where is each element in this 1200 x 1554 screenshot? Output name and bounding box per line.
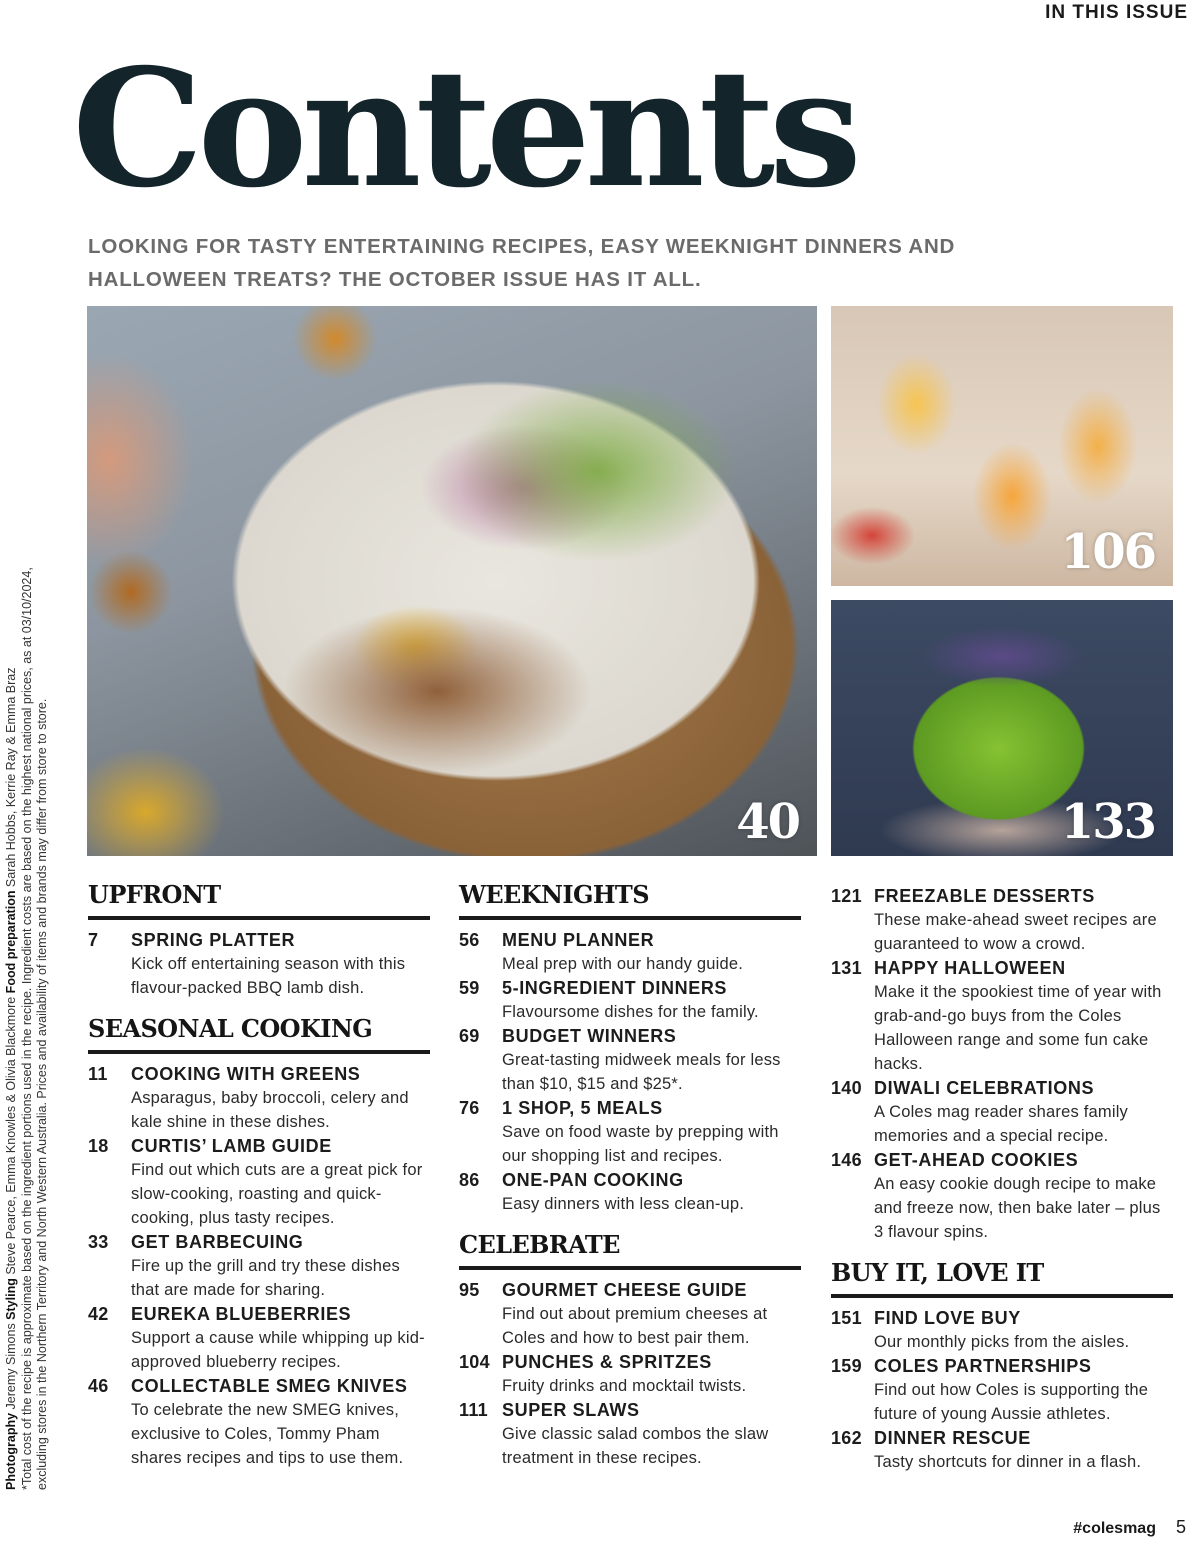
entry-description: To celebrate the new SMEG knives, exclusive to Coles, Tommy Pham shares recipes and tips to use them. (131, 1401, 404, 1467)
entry-body (874, 956, 1173, 1076)
entry-description: Make it the spookiest time of year with grab-and-go buys from the Coles Halloween range and some fun cake hacks. (874, 983, 1162, 1073)
contents-entry[interactable] (88, 1134, 430, 1230)
entry-body (502, 1278, 801, 1350)
entry-title: FIND LOVE BUY (874, 1308, 1021, 1328)
entry-body (502, 1024, 801, 1096)
entry-description: Meal prep with our handy guide. (502, 955, 744, 973)
contents-entry[interactable] (88, 928, 430, 1000)
credit-label: Styling (4, 1274, 18, 1320)
entry-title: FREEZABLE DESSERTS (874, 886, 1095, 906)
entry-title: PUNCHES & SPRITZES (502, 1352, 712, 1372)
entry-description: Give classic salad combos the slaw treatment in these recipes. (502, 1425, 769, 1467)
entry-description: Find out which cuts are a great pick for slow-cooking, roasting and quick-cooking, plus tasty recipes. (131, 1161, 423, 1227)
entry-title: COLES PARTNERSHIPS (874, 1356, 1092, 1376)
section-heading: BUY IT, LOVE IT (831, 1256, 1173, 1298)
entry-title: ONE-PAN COOKING (502, 1170, 684, 1190)
contents-entry[interactable] (831, 1426, 1173, 1474)
contents-section (831, 1256, 1173, 1474)
entry-body (502, 1398, 801, 1470)
contents-entry[interactable] (831, 1148, 1173, 1244)
entry-body (874, 1354, 1173, 1426)
entry-title: COOKING WITH GREENS (131, 1064, 361, 1084)
contents-entry[interactable] (831, 956, 1173, 1076)
entry-description: Great-tasting midweek meals for less than $10, $15 and $25*. (502, 1051, 781, 1093)
entry-body (874, 1076, 1173, 1148)
contents-entry[interactable] (88, 1230, 430, 1302)
contents-entry[interactable] (459, 1168, 801, 1216)
entry-page-number: 104 (459, 1352, 490, 1372)
page-number: 5 (1175, 1517, 1186, 1537)
contents-section (459, 1228, 801, 1470)
entry-description: An easy cookie dough recipe to make and freeze now, then bake later – plus 3 flavour spins. (874, 1175, 1161, 1241)
credits-line (4, 530, 20, 1490)
credit-label: Food preparation (4, 887, 18, 994)
entry-body (874, 1426, 1173, 1474)
entry-description: These make-ahead sweet recipes are guaranteed to wow a crowd. (874, 911, 1157, 953)
entry-description: Easy dinners with less clean-up. (502, 1195, 745, 1213)
hashtag: #colesmag (1073, 1520, 1156, 1537)
contents-column-2 (459, 878, 801, 1470)
page-title: Contents (72, 34, 856, 224)
contents-entry[interactable] (459, 1350, 801, 1398)
contents-entry[interactable] (459, 1398, 801, 1470)
entry-title: HAPPY HALLOWEEN (874, 958, 1066, 978)
entry-title: DIWALI CELEBRATIONS (874, 1078, 1095, 1098)
entry-body (502, 976, 801, 1024)
contents-entry[interactable] (459, 928, 801, 976)
contents-entry[interactable] (459, 1024, 801, 1096)
entry-body (502, 1096, 801, 1168)
intro-text: LOOKING FOR TASTY ENTERTAINING RECIPES, EASY WEEKNIGHT DINNERS AND HALLOWEEN TREATS? THE OCTOBER ISSUE HAS IT ALL. (88, 235, 956, 291)
entry-body (131, 1302, 430, 1374)
contents-entry[interactable] (831, 884, 1173, 956)
entry-page-number: 140 (831, 1078, 862, 1098)
entry-title: EUREKA BLUEBERRIES (131, 1304, 352, 1324)
section-heading: UPFRONT (88, 878, 430, 920)
contents-section (459, 878, 801, 1216)
contents-entry[interactable] (831, 1076, 1173, 1148)
photo-credits (4, 530, 51, 1490)
credit-value: Sarah Hobbs, Kerrie Ray & Emma Braz (4, 667, 18, 888)
contents-entry[interactable] (459, 1096, 801, 1168)
entry-body (874, 1306, 1173, 1354)
entry-title: 1 SHOP, 5 MEALS (502, 1098, 663, 1118)
cake-photo[interactable] (831, 600, 1173, 856)
entry-description: Save on food waste by prepping with our shopping list and recipes. (502, 1123, 779, 1165)
entry-body (131, 1062, 430, 1134)
contents-column-1 (88, 878, 430, 1470)
entry-page-number: 146 (831, 1150, 862, 1170)
section-heading: SEASONAL COOKING (88, 1012, 430, 1054)
entry-description: Kick off entertaining season with this flavour-packed BBQ lamb dish. (131, 955, 406, 997)
entry-title: GOURMET CHEESE GUIDE (502, 1280, 748, 1300)
entry-page-number: 111 (459, 1400, 488, 1420)
credit-label: Photography (4, 1409, 18, 1490)
section-heading: WEEKNIGHTS (459, 878, 801, 920)
entry-description: Support a cause while whipping up kid-approved blueberry recipes. (131, 1329, 425, 1371)
entry-page-number: 131 (831, 958, 862, 978)
entry-title: SUPER SLAWS (502, 1400, 640, 1420)
contents-entry[interactable] (831, 1354, 1173, 1426)
entry-page-number: 95 (459, 1280, 480, 1300)
entry-page-number: 46 (88, 1376, 109, 1396)
entry-page-number: 42 (88, 1304, 109, 1324)
entry-body (131, 1374, 430, 1470)
credit-value: Jeremy Simons (4, 1319, 18, 1410)
entry-description: Fire up the grill and try these dishes that are made for sharing. (131, 1257, 400, 1299)
contents-column-3 (831, 884, 1173, 1474)
entry-page-number: 86 (459, 1170, 480, 1190)
entry-title: COLLECTABLE SMEG KNIVES (131, 1376, 408, 1396)
page-footer (1073, 1517, 1186, 1538)
entry-page-number: 159 (831, 1356, 862, 1376)
entry-page-number: 7 (88, 930, 99, 950)
entry-description: A Coles mag reader shares family memories and a special recipe. (874, 1103, 1129, 1145)
drinks-photo[interactable] (831, 306, 1173, 586)
entry-body (874, 884, 1173, 956)
entry-body (131, 1134, 430, 1230)
contents-section (831, 884, 1173, 1244)
entry-body (874, 1148, 1173, 1244)
entry-page-number: 33 (88, 1232, 109, 1252)
contents-entry[interactable] (459, 1278, 801, 1350)
entry-page-number: 59 (459, 978, 480, 998)
contents-entry[interactable] (88, 1374, 430, 1470)
entry-title: 5-INGREDIENT DINNERS (502, 978, 728, 998)
entry-description: Tasty shortcuts for dinner in a flash. (874, 1453, 1142, 1471)
section-kicker: IN THIS ISSUE (1045, 2, 1188, 23)
price-disclaimer: *Total cost of the recipe is approximate based on the ingredient portions used in the recipe. Ingredient costs are based on the highest national prices, as at 03/10/2024, excluding stores in the Northern Territory and North Western Australia. Prices and availability of items and brands may differ from store to store. (19, 567, 49, 1490)
entry-description: Fruity drinks and mocktail twists. (502, 1377, 747, 1395)
photo-page-number: 106 (1060, 524, 1155, 580)
entry-page-number: 76 (459, 1098, 480, 1118)
contents-section (88, 878, 430, 1000)
entry-description: Our monthly picks from the aisles. (874, 1333, 1130, 1351)
entry-title: DINNER RESCUE (874, 1428, 1031, 1448)
entry-page-number: 162 (831, 1428, 862, 1448)
entry-page-number: 56 (459, 930, 480, 950)
entry-description: Find out how Coles is supporting the future of young Aussie athletes. (874, 1381, 1149, 1423)
contents-entry[interactable] (88, 1302, 430, 1374)
entry-body (131, 928, 430, 1000)
entry-body (502, 928, 801, 976)
entry-description: Find out about premium cheeses at Coles and how to best pair them. (502, 1305, 768, 1347)
entry-body (131, 1230, 430, 1302)
contents-entry[interactable] (831, 1306, 1173, 1354)
contents-section (88, 1012, 430, 1470)
photo-page-number: 133 (1060, 794, 1155, 850)
entry-title: SPRING PLATTER (131, 930, 296, 950)
main-food-photo[interactable] (87, 306, 817, 856)
entry-page-number: 151 (831, 1308, 862, 1328)
entry-title: GET-AHEAD COOKIES (874, 1150, 1079, 1170)
section-heading: CELEBRATE (459, 1228, 801, 1270)
photo-page-number: 40 (736, 794, 799, 850)
contents-entry[interactable] (88, 1062, 430, 1134)
entry-body (502, 1168, 801, 1216)
entry-body (502, 1350, 801, 1398)
entry-title: CURTIS’ LAMB GUIDE (131, 1136, 332, 1156)
entry-title: BUDGET WINNERS (502, 1026, 677, 1046)
entry-page-number: 69 (459, 1026, 480, 1046)
contents-entry[interactable] (459, 976, 801, 1024)
entry-title: GET BARBECUING (131, 1232, 304, 1252)
entry-description: Flavoursome dishes for the family. (502, 1003, 759, 1021)
entry-page-number: 121 (831, 886, 862, 906)
entry-page-number: 11 (88, 1064, 108, 1084)
entry-description: Asparagus, baby broccoli, celery and kale shine in these dishes. (131, 1089, 409, 1131)
credit-value: Steve Pearce, Emma Knowles & Olivia Blackmore (4, 993, 18, 1275)
entry-title: MENU PLANNER (502, 930, 655, 950)
entry-page-number: 18 (88, 1136, 109, 1156)
